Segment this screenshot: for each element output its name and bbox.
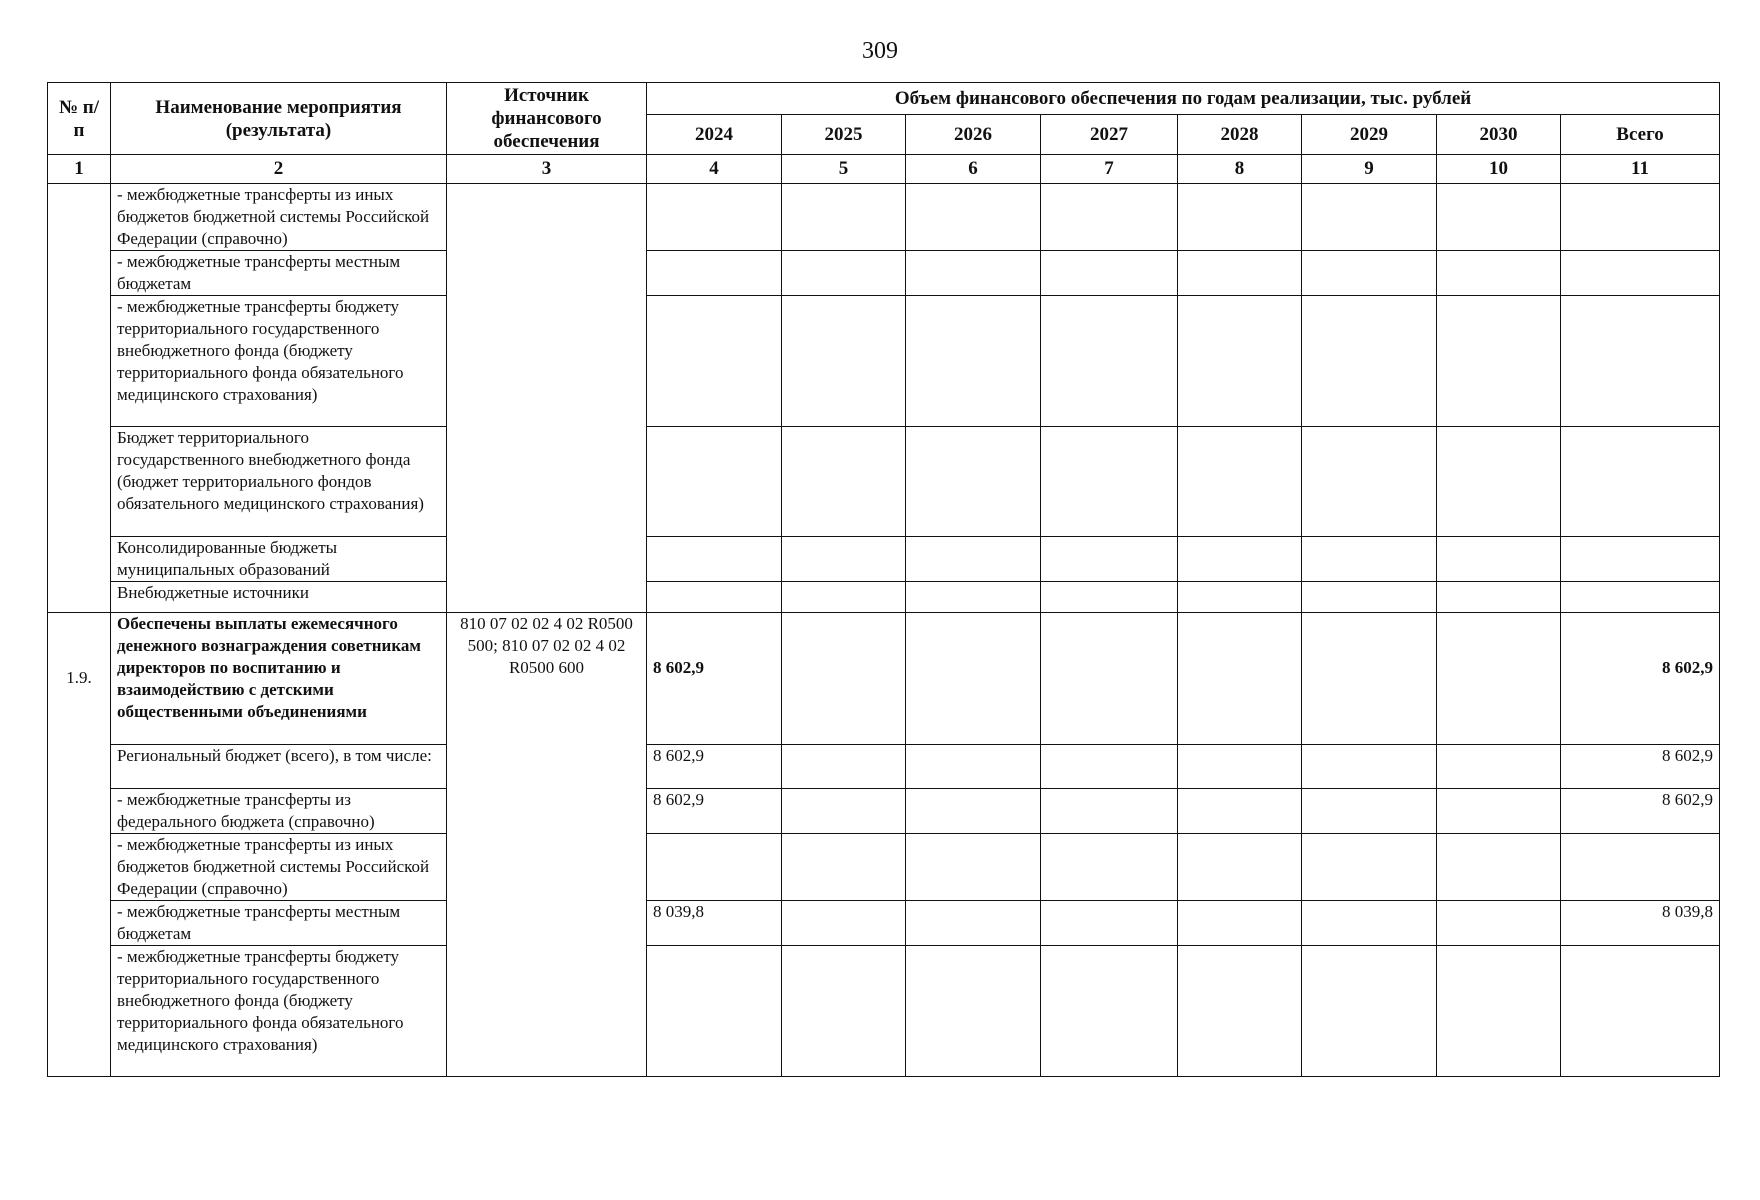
column-number: 11 — [1561, 155, 1720, 184]
header-year: 2024 — [647, 115, 782, 155]
value-total: 8 602,9 — [1561, 789, 1720, 834]
header-total: Всего — [1561, 115, 1720, 155]
value-2024 — [647, 834, 782, 901]
budget-table — [47, 82, 1720, 1077]
column-number: 2 — [111, 155, 447, 184]
table-row — [48, 946, 1720, 1077]
row-name: - межбюджетные трансферты бюджету территориального государственного внебюджетного фонда (бюджету территориального фонда обязательного медицинского страхования) — [111, 296, 447, 427]
row-name: Региональный бюджет (всего), в том числе: — [111, 745, 447, 789]
table-row — [48, 613, 1720, 745]
row-name: - межбюджетные трансферты местным бюджетам — [111, 901, 447, 946]
column-number: 1 — [48, 155, 111, 184]
row-name: - межбюджетные трансферты из иных бюджетов бюджетной системы Российской Федерации (справочно) — [111, 834, 447, 901]
value-2024 — [647, 946, 782, 1077]
index-cell — [48, 184, 111, 613]
value-2024: 8 602,9 — [647, 613, 782, 745]
table-row — [48, 745, 1720, 789]
row-name: Внебюджетные источники — [111, 582, 447, 613]
column-number: 8 — [1178, 155, 1302, 184]
table-row — [48, 427, 1720, 537]
item-source: 810 07 02 02 4 02 R0500 500; 810 07 02 02 4 02 R0500 600 — [447, 613, 647, 1077]
value-2024: 8 602,9 — [647, 789, 782, 834]
value-2024: 8 602,9 — [647, 745, 782, 789]
column-number: 3 — [447, 155, 647, 184]
table-row — [48, 789, 1720, 834]
value-total: 8 602,9 — [1561, 745, 1720, 789]
header-year: 2029 — [1302, 115, 1437, 155]
header-name: Наименование мероприятия (результата) — [111, 83, 447, 155]
header-year: 2030 — [1437, 115, 1561, 155]
table-row — [48, 537, 1720, 582]
column-number: 6 — [906, 155, 1041, 184]
value-2024: 8 039,8 — [647, 901, 782, 946]
row-name: Обеспечены выплаты ежемесячного денежного вознаграждения советникам директоров по воспитанию и взаимодействию с детскими общественными объединениями — [111, 613, 447, 745]
table-row — [48, 251, 1720, 296]
header-num: № п/п — [48, 83, 111, 155]
row-name: - межбюджетные трансферты бюджету территориального государственного внебюджетного фонда (бюджету территориального фонда обязательного медицинского страхования) — [111, 946, 447, 1077]
header-year: 2027 — [1041, 115, 1178, 155]
header-volume: Объем финансового обеспечения по годам реализации, тыс. рублей — [647, 83, 1720, 115]
source-cell — [447, 184, 647, 613]
row-name: Бюджет территориального государственного внебюджетного фонда (бюджет территориального фондов обязательного медицинского страхования) — [111, 427, 447, 537]
header-year: 2025 — [782, 115, 906, 155]
row-name: Консолидированные бюджеты муниципальных образований — [111, 537, 447, 582]
column-number-row — [48, 155, 1720, 184]
value-total: 8 039,8 — [1561, 901, 1720, 946]
row-name: - межбюджетные трансферты из иных бюджетов бюджетной системы Российской Федерации (справочно) — [111, 184, 447, 251]
item-index: 1.9. — [48, 613, 111, 1077]
table-row — [48, 184, 1720, 251]
row-name: - межбюджетные трансферты из федерального бюджета (справочно) — [111, 789, 447, 834]
column-number: 4 — [647, 155, 782, 184]
value-total — [1561, 834, 1720, 901]
value-total — [1561, 946, 1720, 1077]
column-number: 9 — [1302, 155, 1437, 184]
table-row — [48, 901, 1720, 946]
header-year: 2026 — [906, 115, 1041, 155]
column-number: 7 — [1041, 155, 1178, 184]
column-number: 10 — [1437, 155, 1561, 184]
table-row — [48, 296, 1720, 427]
page-number: 309 — [862, 38, 898, 64]
header-source: Источник финансового обеспечения — [447, 83, 647, 155]
table-row — [48, 582, 1720, 613]
header-year: 2028 — [1178, 115, 1302, 155]
row-name: - межбюджетные трансферты местным бюджетам — [111, 251, 447, 296]
table-row — [48, 834, 1720, 901]
value-total: 8 602,9 — [1561, 613, 1720, 745]
header-row-1 — [48, 83, 1720, 115]
column-number: 5 — [782, 155, 906, 184]
